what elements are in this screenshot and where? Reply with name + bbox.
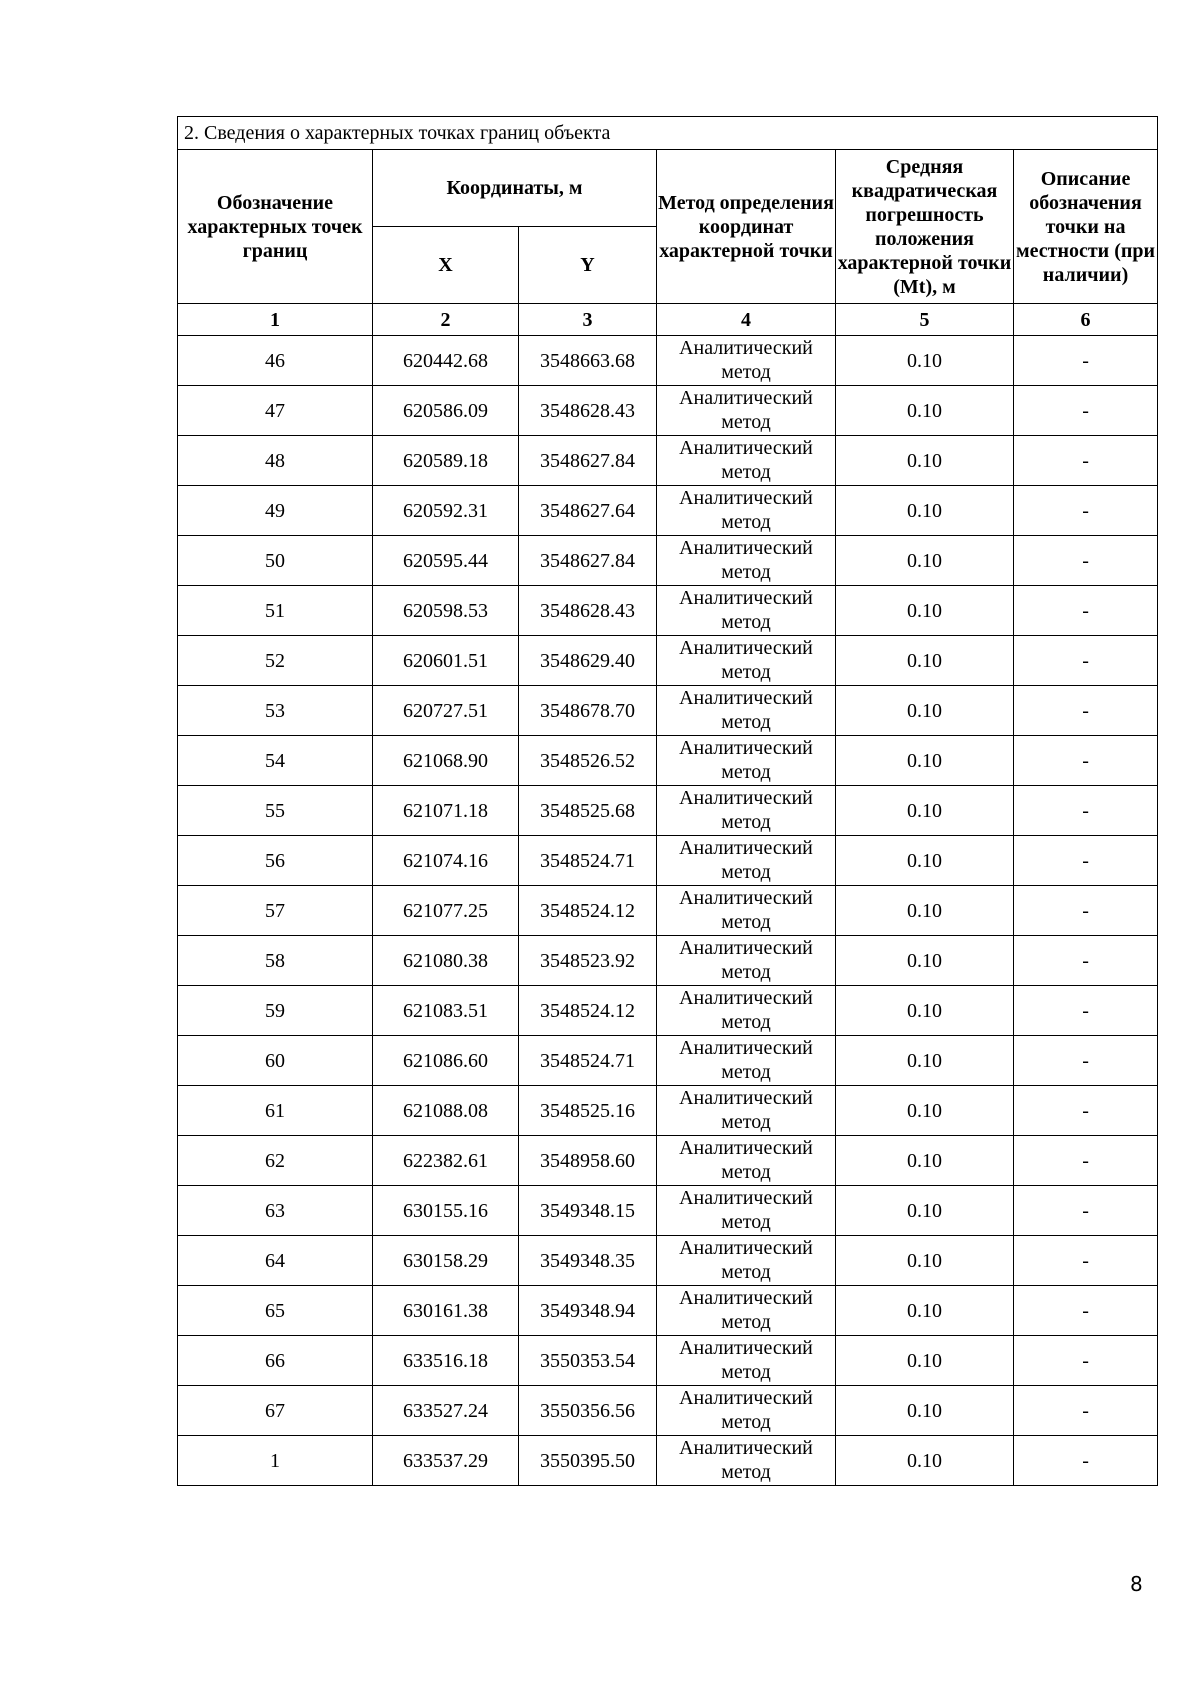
cell-y: 3548628.43 <box>519 586 657 636</box>
cell-x: 621086.60 <box>373 1036 519 1086</box>
table-row <box>178 936 1158 986</box>
cell-mean-error: 0.10 <box>836 1336 1014 1386</box>
cell-x: 620442.68 <box>373 336 519 386</box>
cell-mean-error: 0.10 <box>836 786 1014 836</box>
cell-x: 630155.16 <box>373 1186 519 1236</box>
cell-method: Аналитический метод <box>657 886 836 936</box>
cell-method: Аналитический метод <box>657 1336 836 1386</box>
cell-point: 63 <box>178 1186 373 1236</box>
cell-y: 3550353.54 <box>519 1336 657 1386</box>
column-number: 4 <box>657 304 836 336</box>
cell-method: Аналитический метод <box>657 636 836 686</box>
boundary-points-section <box>177 116 1157 1486</box>
cell-method: Аналитический метод <box>657 586 836 636</box>
cell-mean-error: 0.10 <box>836 886 1014 936</box>
cell-y: 3548523.92 <box>519 936 657 986</box>
cell-description: - <box>1014 1086 1158 1136</box>
table-row <box>178 1186 1158 1236</box>
table-row <box>178 1286 1158 1336</box>
cell-mean-error: 0.10 <box>836 1436 1014 1486</box>
cell-point: 62 <box>178 1136 373 1186</box>
cell-description: - <box>1014 436 1158 486</box>
cell-point: 46 <box>178 336 373 386</box>
cell-x: 621068.90 <box>373 736 519 786</box>
cell-description: - <box>1014 1336 1158 1386</box>
header-method: Метод определения координат характерной точки <box>657 150 836 304</box>
cell-mean-error: 0.10 <box>836 986 1014 1036</box>
cell-method: Аналитический метод <box>657 736 836 786</box>
column-number: 3 <box>519 304 657 336</box>
table-row <box>178 1386 1158 1436</box>
cell-point: 61 <box>178 1086 373 1136</box>
cell-x: 620727.51 <box>373 686 519 736</box>
cell-x: 621088.08 <box>373 1086 519 1136</box>
column-number: 6 <box>1014 304 1158 336</box>
cell-point: 53 <box>178 686 373 736</box>
cell-method: Аналитический метод <box>657 786 836 836</box>
cell-point: 56 <box>178 836 373 886</box>
cell-method: Аналитический метод <box>657 686 836 736</box>
cell-x: 620586.09 <box>373 386 519 436</box>
cell-mean-error: 0.10 <box>836 386 1014 436</box>
header-x: X <box>373 227 519 304</box>
table-row <box>178 1436 1158 1486</box>
cell-point: 59 <box>178 986 373 1036</box>
table-row <box>178 586 1158 636</box>
cell-y: 3549348.35 <box>519 1236 657 1286</box>
cell-x: 620598.53 <box>373 586 519 636</box>
cell-y: 3548524.71 <box>519 836 657 886</box>
cell-x: 620601.51 <box>373 636 519 686</box>
cell-y: 3548525.16 <box>519 1086 657 1136</box>
cell-description: - <box>1014 936 1158 986</box>
cell-method: Аналитический метод <box>657 1436 836 1486</box>
cell-y: 3548627.84 <box>519 436 657 486</box>
cell-point: 57 <box>178 886 373 936</box>
cell-mean-error: 0.10 <box>836 1186 1014 1236</box>
cell-description: - <box>1014 1386 1158 1436</box>
cell-mean-error: 0.10 <box>836 636 1014 686</box>
cell-y: 3548524.12 <box>519 986 657 1036</box>
cell-x: 621080.38 <box>373 936 519 986</box>
cell-point: 60 <box>178 1036 373 1086</box>
cell-y: 3550356.56 <box>519 1386 657 1436</box>
cell-description: - <box>1014 1036 1158 1086</box>
cell-description: - <box>1014 1436 1158 1486</box>
cell-x: 621074.16 <box>373 836 519 886</box>
header-mean-error: Средняя квадратическая погрешность положения характерной точки (Mt), м <box>836 150 1014 304</box>
table-row <box>178 786 1158 836</box>
header-point-designation: Обозначение характерных точек границ <box>178 150 373 304</box>
cell-method: Аналитический метод <box>657 836 836 886</box>
cell-y: 3548526.52 <box>519 736 657 786</box>
table-row <box>178 486 1158 536</box>
cell-description: - <box>1014 486 1158 536</box>
cell-method: Аналитический метод <box>657 1136 836 1186</box>
table-row <box>178 336 1158 386</box>
section-title: 2. Сведения о характерных точках границ объекта <box>178 117 1158 150</box>
cell-description: - <box>1014 586 1158 636</box>
cell-point: 50 <box>178 536 373 586</box>
table-row <box>178 386 1158 436</box>
cell-mean-error: 0.10 <box>836 1036 1014 1086</box>
column-number-row <box>178 304 1158 336</box>
cell-y: 3548678.70 <box>519 686 657 736</box>
cell-mean-error: 0.10 <box>836 686 1014 736</box>
column-number: 5 <box>836 304 1014 336</box>
cell-description: - <box>1014 836 1158 886</box>
cell-point: 65 <box>178 1286 373 1336</box>
cell-method: Аналитический метод <box>657 1236 836 1286</box>
table-row <box>178 436 1158 486</box>
cell-method: Аналитический метод <box>657 486 836 536</box>
cell-method: Аналитический метод <box>657 336 836 386</box>
cell-point: 49 <box>178 486 373 536</box>
cell-point: 64 <box>178 1236 373 1286</box>
cell-description: - <box>1014 986 1158 1036</box>
cell-method: Аналитический метод <box>657 436 836 486</box>
cell-y: 3549348.94 <box>519 1286 657 1336</box>
cell-description: - <box>1014 536 1158 586</box>
cell-point: 55 <box>178 786 373 836</box>
cell-point: 52 <box>178 636 373 686</box>
cell-x: 630161.38 <box>373 1286 519 1336</box>
table-row <box>178 1036 1158 1086</box>
cell-method: Аналитический метод <box>657 986 836 1036</box>
cell-point: 1 <box>178 1436 373 1486</box>
table-row <box>178 736 1158 786</box>
cell-description: - <box>1014 1236 1158 1286</box>
cell-point: 58 <box>178 936 373 986</box>
table-row <box>178 1136 1158 1186</box>
cell-description: - <box>1014 1286 1158 1336</box>
table-row <box>178 986 1158 1036</box>
cell-point: 47 <box>178 386 373 436</box>
cell-description: - <box>1014 886 1158 936</box>
cell-mean-error: 0.10 <box>836 836 1014 886</box>
cell-y: 3548627.64 <box>519 486 657 536</box>
cell-method: Аналитический метод <box>657 386 836 436</box>
cell-mean-error: 0.10 <box>836 586 1014 636</box>
cell-y: 3549348.15 <box>519 1186 657 1236</box>
cell-description: - <box>1014 1186 1158 1236</box>
cell-description: - <box>1014 686 1158 736</box>
cell-x: 621077.25 <box>373 886 519 936</box>
page-number: 8 <box>1130 1572 1143 1596</box>
cell-description: - <box>1014 636 1158 686</box>
cell-x: 633516.18 <box>373 1336 519 1386</box>
cell-mean-error: 0.10 <box>836 1386 1014 1436</box>
cell-mean-error: 0.10 <box>836 936 1014 986</box>
cell-point: 67 <box>178 1386 373 1436</box>
cell-x: 622382.61 <box>373 1136 519 1186</box>
cell-mean-error: 0.10 <box>836 336 1014 386</box>
cell-mean-error: 0.10 <box>836 736 1014 786</box>
table-row <box>178 686 1158 736</box>
cell-method: Аналитический метод <box>657 936 836 986</box>
cell-method: Аналитический метод <box>657 1386 836 1436</box>
cell-x: 633527.24 <box>373 1386 519 1436</box>
table-row <box>178 1086 1158 1136</box>
cell-x: 620589.18 <box>373 436 519 486</box>
cell-mean-error: 0.10 <box>836 436 1014 486</box>
cell-point: 51 <box>178 586 373 636</box>
cell-mean-error: 0.10 <box>836 536 1014 586</box>
cell-mean-error: 0.10 <box>836 1086 1014 1136</box>
cell-x: 630158.29 <box>373 1236 519 1286</box>
table-row <box>178 886 1158 936</box>
cell-x: 620595.44 <box>373 536 519 586</box>
column-number: 2 <box>373 304 519 336</box>
cell-y: 3548628.43 <box>519 386 657 436</box>
cell-method: Аналитический метод <box>657 536 836 586</box>
cell-method: Аналитический метод <box>657 1086 836 1136</box>
cell-method: Аналитический метод <box>657 1036 836 1086</box>
cell-description: - <box>1014 1136 1158 1186</box>
header-y: Y <box>519 227 657 304</box>
cell-x: 621083.51 <box>373 986 519 1036</box>
table-row <box>178 636 1158 686</box>
cell-y: 3548524.12 <box>519 886 657 936</box>
cell-description: - <box>1014 786 1158 836</box>
cell-y: 3548627.84 <box>519 536 657 586</box>
cell-point: 54 <box>178 736 373 786</box>
cell-description: - <box>1014 736 1158 786</box>
table-body <box>178 336 1158 1486</box>
cell-mean-error: 0.10 <box>836 1136 1014 1186</box>
cell-point: 48 <box>178 436 373 486</box>
table-row <box>178 1336 1158 1386</box>
cell-description: - <box>1014 386 1158 436</box>
cell-x: 633537.29 <box>373 1436 519 1486</box>
cell-y: 3548663.68 <box>519 336 657 386</box>
cell-x: 620592.31 <box>373 486 519 536</box>
cell-y: 3548525.68 <box>519 786 657 836</box>
cell-point: 66 <box>178 1336 373 1386</box>
table-row <box>178 836 1158 886</box>
cell-x: 621071.18 <box>373 786 519 836</box>
boundary-points-table <box>177 116 1158 1486</box>
cell-y: 3548524.71 <box>519 1036 657 1086</box>
table-row <box>178 1236 1158 1286</box>
cell-mean-error: 0.10 <box>836 486 1014 536</box>
cell-method: Аналитический метод <box>657 1286 836 1336</box>
column-number: 1 <box>178 304 373 336</box>
header-coordinates: Координаты, м <box>373 150 657 227</box>
cell-mean-error: 0.10 <box>836 1236 1014 1286</box>
table-row <box>178 536 1158 586</box>
header-description: Описание обозначения точки на местности (при наличии) <box>1014 150 1158 304</box>
cell-y: 3550395.50 <box>519 1436 657 1486</box>
cell-method: Аналитический метод <box>657 1186 836 1236</box>
cell-y: 3548958.60 <box>519 1136 657 1186</box>
cell-description: - <box>1014 336 1158 386</box>
cell-mean-error: 0.10 <box>836 1286 1014 1336</box>
cell-y: 3548629.40 <box>519 636 657 686</box>
